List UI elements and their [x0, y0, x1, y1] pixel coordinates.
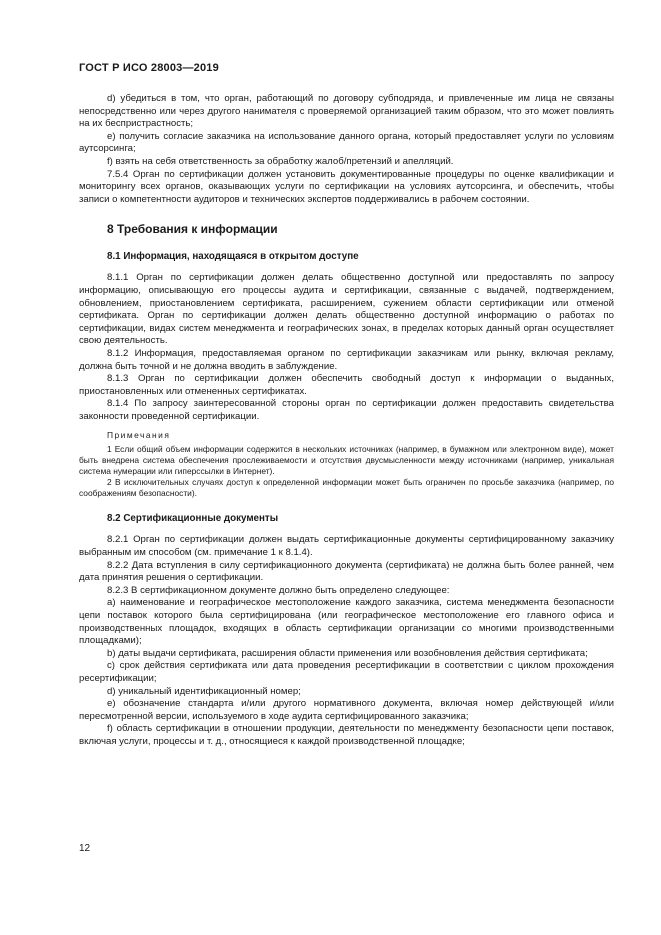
page-content — [79, 93, 614, 749]
paragraph: e) получить согласие заказчика на использование данного органа, который предоставляет услуги по условиям аутсорсинга; — [79, 130, 614, 155]
subsection-heading: 8.1 Информация, находящаяся в открытом доступе — [107, 251, 359, 263]
list-item: d) уникальный идентификационный номер; — [107, 685, 301, 697]
list-item: f) область сертификации в отношении продукции, деятельности по менеджменту безопасности цепи поставок, включая услуги, процессы и т. д., относящиеся к каждой производственной площадке; — [79, 723, 614, 747]
paragraph: 8.1.2 Информация, предоставляемая органом по сертификации заказчикам или рынку, включая рекламу, должна быть точной и не должна вводить в заблуждение. — [79, 347, 614, 372]
paragraph: 8.2.1 Орган по сертификации должен выдать сертификационные документы сертифицированному заказчику выбранным им способом (см. примечание 1 к 8.1.4). — [79, 534, 614, 559]
section-heading: 8 Требования к информации — [107, 222, 278, 237]
note: 2 В исключительных случаях доступ к определенной информации может быть ограничен по просьбе заказчика (например, по соображениям безопасности). — [79, 477, 614, 499]
list-item: c) срок действия сертификата или дата проведения ресертификации в соответствии с циклом прохождения ресертификации; — [79, 660, 614, 684]
paragraph: 7.5.4 Орган по сертификации должен установить документированные процедуры по оценке квалификации и мониторингу всех органов, оказывающих услуги по сертификации на условиях аутсорсинга, и обеспечить, чтобы записи о компетентности аудиторов и технических экспертов поддерживались в рабочем состоянии. — [79, 168, 614, 205]
subsection-heading: 8.2 Сертификационные документы — [107, 513, 279, 525]
note: 1 Если общий объем информации содержится в нескольких источниках (например, в бумажном или электронном виде), может быть внедрена система обеспечения прослеживаемости и отсутствия двусмысленности между источниками (например, уникальная система нумерации или гиперссылки в Интернет). — [79, 444, 614, 477]
paragraph: f) взять на себя ответственность за обработку жалоб/претензий и апелляций. — [107, 155, 454, 167]
list-item: a) наименование и географическое местоположение каждого заказчика, система менеджмента безопасности цепи поставок которого была сертифицирована (или географическое местоположение его главного офиса и производственных площадок, входящих в область сертификации организации со многими производственными площадками); — [79, 597, 614, 647]
page-number: 12 — [79, 843, 91, 854]
notes-title: Примечания — [107, 430, 171, 441]
paragraph: 8.1.4 По запросу заинтересованной стороны орган по сертификации должен предоставить свидетельства законности проведенной сертификации. — [79, 398, 614, 422]
list-item: e) обозначение стандарта и/или другого нормативного документа, включая номер действующей и/или пересмотренной версии, используемого в ходе аудита сертифицированного заказчика; — [79, 698, 614, 722]
list-item: b) даты выдачи сертификата, расширения области применения или возобновления действия сертификата; — [107, 647, 588, 659]
paragraph: 8.2.3 В сертификационном документе должно быть определено следующее: — [107, 584, 450, 596]
standard-header: ГОСТ Р ИСО 28003—2019 — [79, 62, 219, 74]
paragraph: d) убедиться в том, что орган, работающий по договору субподряда, и привлеченные им лица не связаны непосредственно или через другого нанимателя с проверяемой организацией таким образом, что это может повлиять на их беспристрастность; — [79, 93, 614, 130]
paragraph: 8.1.1 Орган по сертификации должен делать общественно доступной или предоставлять по запросу информацию, описывающую его процессы аудита и сертификации, связанные с выдачей, подтверждением, обновлением, приостановлением сертификата, расширением, сужением области сертификации или отменой сертификата. Орган по сертификации должен делать общественно доступной информацию о работах по сертификации, видах систем менеджмента и географических зонах, в пределах которых данный орган осуществляет свою деятельность. — [79, 272, 614, 347]
paragraph: 8.1.3 Орган по сертификации должен обеспечить свободный доступ к информации о выданных, приостановленных или отмененных сертификатах. — [79, 373, 614, 397]
paragraph: 8.2.2 Дата вступления в силу сертификационного документа (сертификата) не должна быть более ранней, чем дата принятия решения о сертификации. — [79, 559, 614, 584]
